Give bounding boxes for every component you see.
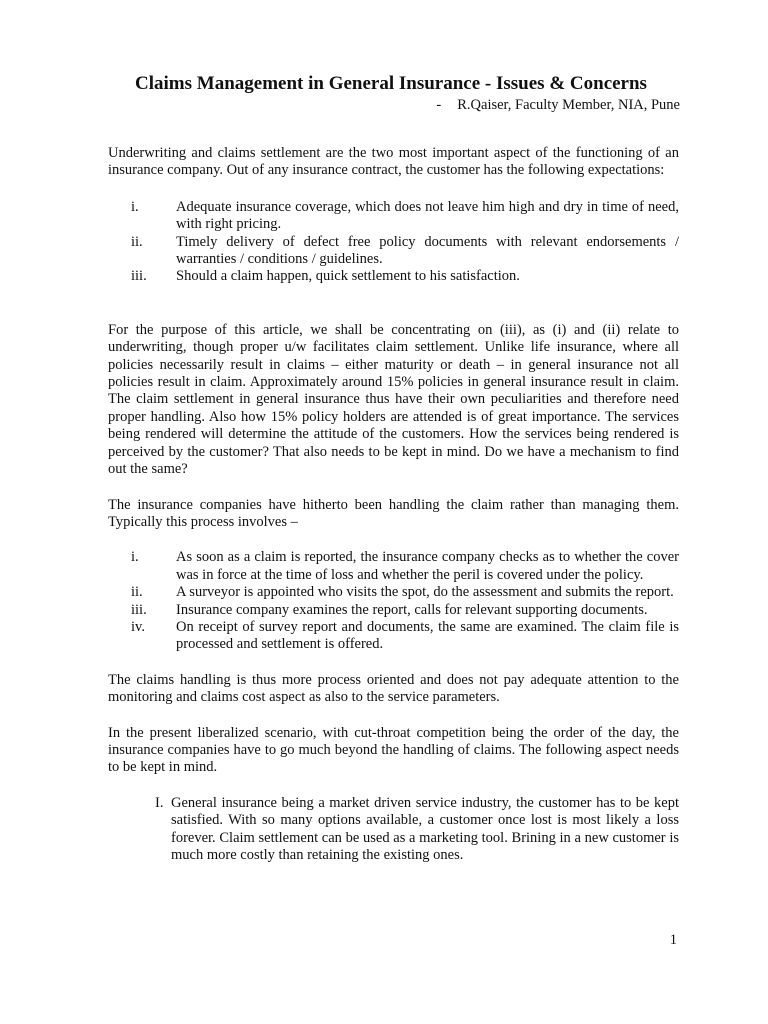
paragraph-liberalized: In the present liberalized scenario, with cut-throat competition being the order of the day, the insurance companies have to go much beyond the handling of claims. The following aspect needs to be kept in mind. [108, 724, 679, 776]
byline-dash: - [436, 97, 442, 113]
list-item [108, 268, 679, 285]
list-item-number: I. [155, 794, 164, 811]
list-item-text: Insurance company examines the report, calls for relevant supporting documents. [176, 601, 648, 618]
list-item-text: General insurance being a market driven service industry, the customer has to be kept satisfied. With so many options available, a customer once lost is most likely a loss forever. Claim settlement can be used as a marketing tool. Brining in a new customer is much more costly than retaining the existing ones. [171, 794, 679, 863]
paragraph-purpose: For the purpose of this article, we shall be concentrating on (iii), as (i) and (ii) relate to underwriting, though proper u/w facilitates claim settlement. Unlike life insurance, where all policies necessarily result in claims – either maturity or death – in general insurance not all policies result in claim. Approximately around 15% policies in general insurance result in claim. The claim settlement in general insurance thus have their own peculiarities and therefore need proper handling. Also how 15% policy holders are attended is of great importance. The services being rendered will determine the attitude of the customers. How the services being rendered is perceived by the customer? That also needs to be kept in mind. Do we have a mechanism to find out the same? [108, 321, 679, 478]
list-item-number: ii. [131, 584, 143, 601]
process-steps-list [108, 549, 679, 653]
list-item [108, 602, 679, 619]
document-body [108, 145, 679, 864]
list-item-number: iv. [131, 618, 145, 635]
author-byline [436, 96, 680, 114]
page-title: Claims Management in General Insurance - Issues & Concerns [135, 73, 647, 94]
paragraph-intro: Underwriting and claims settlement are the two most important aspect of the functioning of an insurance company. Out of any insurance contract, the customer has the following expectations: [108, 145, 679, 179]
list-item-number: i. [131, 549, 139, 566]
list-item [108, 619, 679, 654]
list-item-text: On receipt of survey report and documents, the same are examined. The claim file is processed and settlement is offered. [176, 618, 679, 653]
list-item [108, 795, 679, 865]
expectations-list [108, 199, 679, 286]
list-item [108, 584, 679, 601]
byline-text: R.Qaiser, Faculty Member, NIA, Pune [457, 97, 680, 113]
list-item [108, 199, 679, 234]
list-item [108, 234, 679, 269]
list-item [108, 549, 679, 584]
paragraph-process-oriented: The claims handling is thus more process oriented and does not pay adequate attention to the monitoring and claims cost aspect as also to the service parameters. [108, 671, 679, 706]
list-item-number: i. [131, 198, 139, 215]
list-item-number: ii. [131, 233, 143, 250]
list-item-text: Timely delivery of defect free policy documents with relevant endorsements / warranties / conditions / guidelines. [176, 233, 679, 268]
list-item-text: As soon as a claim is reported, the insurance company checks as to whether the cover was in force at the time of loss and whether the peril is covered under the policy. [176, 549, 679, 583]
page-number: 1 [669, 932, 677, 948]
list-item-number: iii. [131, 268, 147, 285]
list-item-text: Should a claim happen, quick settlement to his satisfaction. [176, 268, 520, 285]
paragraph-handling: The insurance companies have hitherto been handling the claim rather than managing them. Typically this process involves – [108, 496, 679, 530]
aspects-list [108, 795, 679, 865]
list-item-text: A surveyor is appointed who visits the spot, do the assessment and submits the report. [176, 584, 674, 601]
list-item-text: Adequate insurance coverage, which does not leave him high and dry in time of need, with right pricing. [176, 198, 679, 233]
list-item-number: iii. [131, 601, 147, 618]
